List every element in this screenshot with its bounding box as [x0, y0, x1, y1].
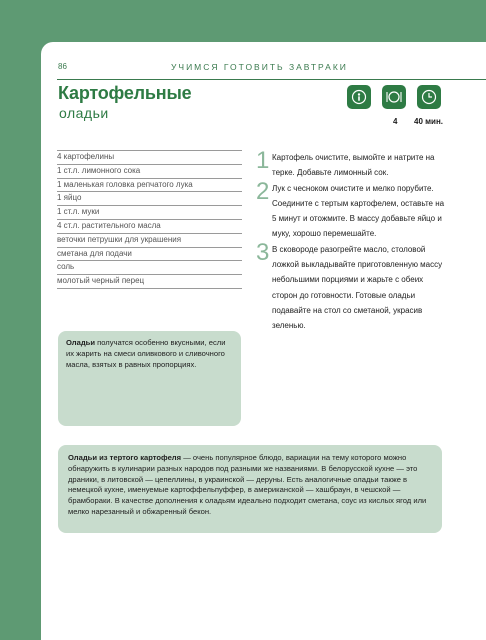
ingredient-item: 1 ст.л. муки [57, 206, 242, 220]
step-text: Картофель очистите, вымойте и натрите на терке. Добавьте лимонный сок. [272, 153, 435, 178]
ingredient-item: веточки петрушки для украшения [57, 234, 242, 248]
recipe-subtitle: оладьи [59, 105, 109, 121]
ingredient-item: молотый черный перец [57, 275, 242, 289]
tip-text: — очень популярное блюдо, вариации на тему которого можно обнаружить в кулинарии разных народов под разными же названиями. В белорусской кухне — это драники, в литовской — цепеллины, в украинской — деруны. Есть аналогичные оладьи также в немецкой кухне, именуемые картоффельпуффер, в американской — хашбраун, в чешской — брамбораки. В качестве дополнения к оладьям идеально подходит сметана, соус из кислых ягод или мелко нарезанный и обжаренный бекон. [68, 453, 427, 516]
tip-text: получатся особенно вкусными, если их жарить на смеси оливкового и сливочного масла, взятых в равных пропорциях. [66, 338, 226, 369]
ingredient-item: соль [57, 261, 242, 275]
step-3 [256, 238, 448, 334]
persons-icon [347, 85, 371, 109]
ingredient-list [57, 150, 242, 289]
tip-box-history [58, 445, 442, 533]
tip-bold: Оладьи [66, 338, 96, 347]
recipe-title: Картофельные [58, 83, 192, 103]
ingredient-item: 4 ст.л. растительного масла [57, 220, 242, 234]
time-value: 40 мин. [414, 117, 444, 126]
step-text: В сковороде разогрейте масло, столовой ложкой выкладывайте приготовленную массу небольшими порциями и жарьте с обеих сторон до готовности. Готовые оладьи подавайте на стол со сметаной, украсив зеленью. [272, 244, 443, 331]
clock-icon [417, 85, 441, 109]
ingredient-item: 1 ст.л. лимонного сока [57, 165, 242, 179]
step-1 [256, 147, 448, 181]
plate-icon [382, 85, 406, 109]
ingredient-item: сметана для подачи [57, 248, 242, 262]
section-title: УЧИМСЯ ГОТОВИТЬ ЗАВТРАКИ [171, 62, 348, 72]
page-number: 86 [58, 62, 67, 71]
servings-value: 4 [393, 117, 398, 126]
header-divider [57, 79, 486, 80]
ingredient-item: 1 яйцо [57, 192, 242, 206]
step-text: Лук с чесноком очистите и мелко порубите. Соедините с тертым картофелем, оставьте на 5 минут и отожмите. В массу добавьте яйцо и муку, хорошо перемешайте. [272, 183, 445, 239]
steps-list [256, 147, 448, 334]
tip-box-oil [58, 331, 241, 426]
step-2 [256, 177, 448, 242]
page [41, 42, 486, 640]
step-number: 1 [256, 147, 270, 174]
tip-bold: Оладьи из тертого картофеля [68, 453, 182, 462]
step-number: 3 [256, 238, 270, 266]
ingredient-item: 1 маленькая головка репчатого лука [57, 179, 242, 193]
ingredient-item: 4 картофелины [57, 150, 242, 165]
step-number: 2 [256, 177, 270, 205]
